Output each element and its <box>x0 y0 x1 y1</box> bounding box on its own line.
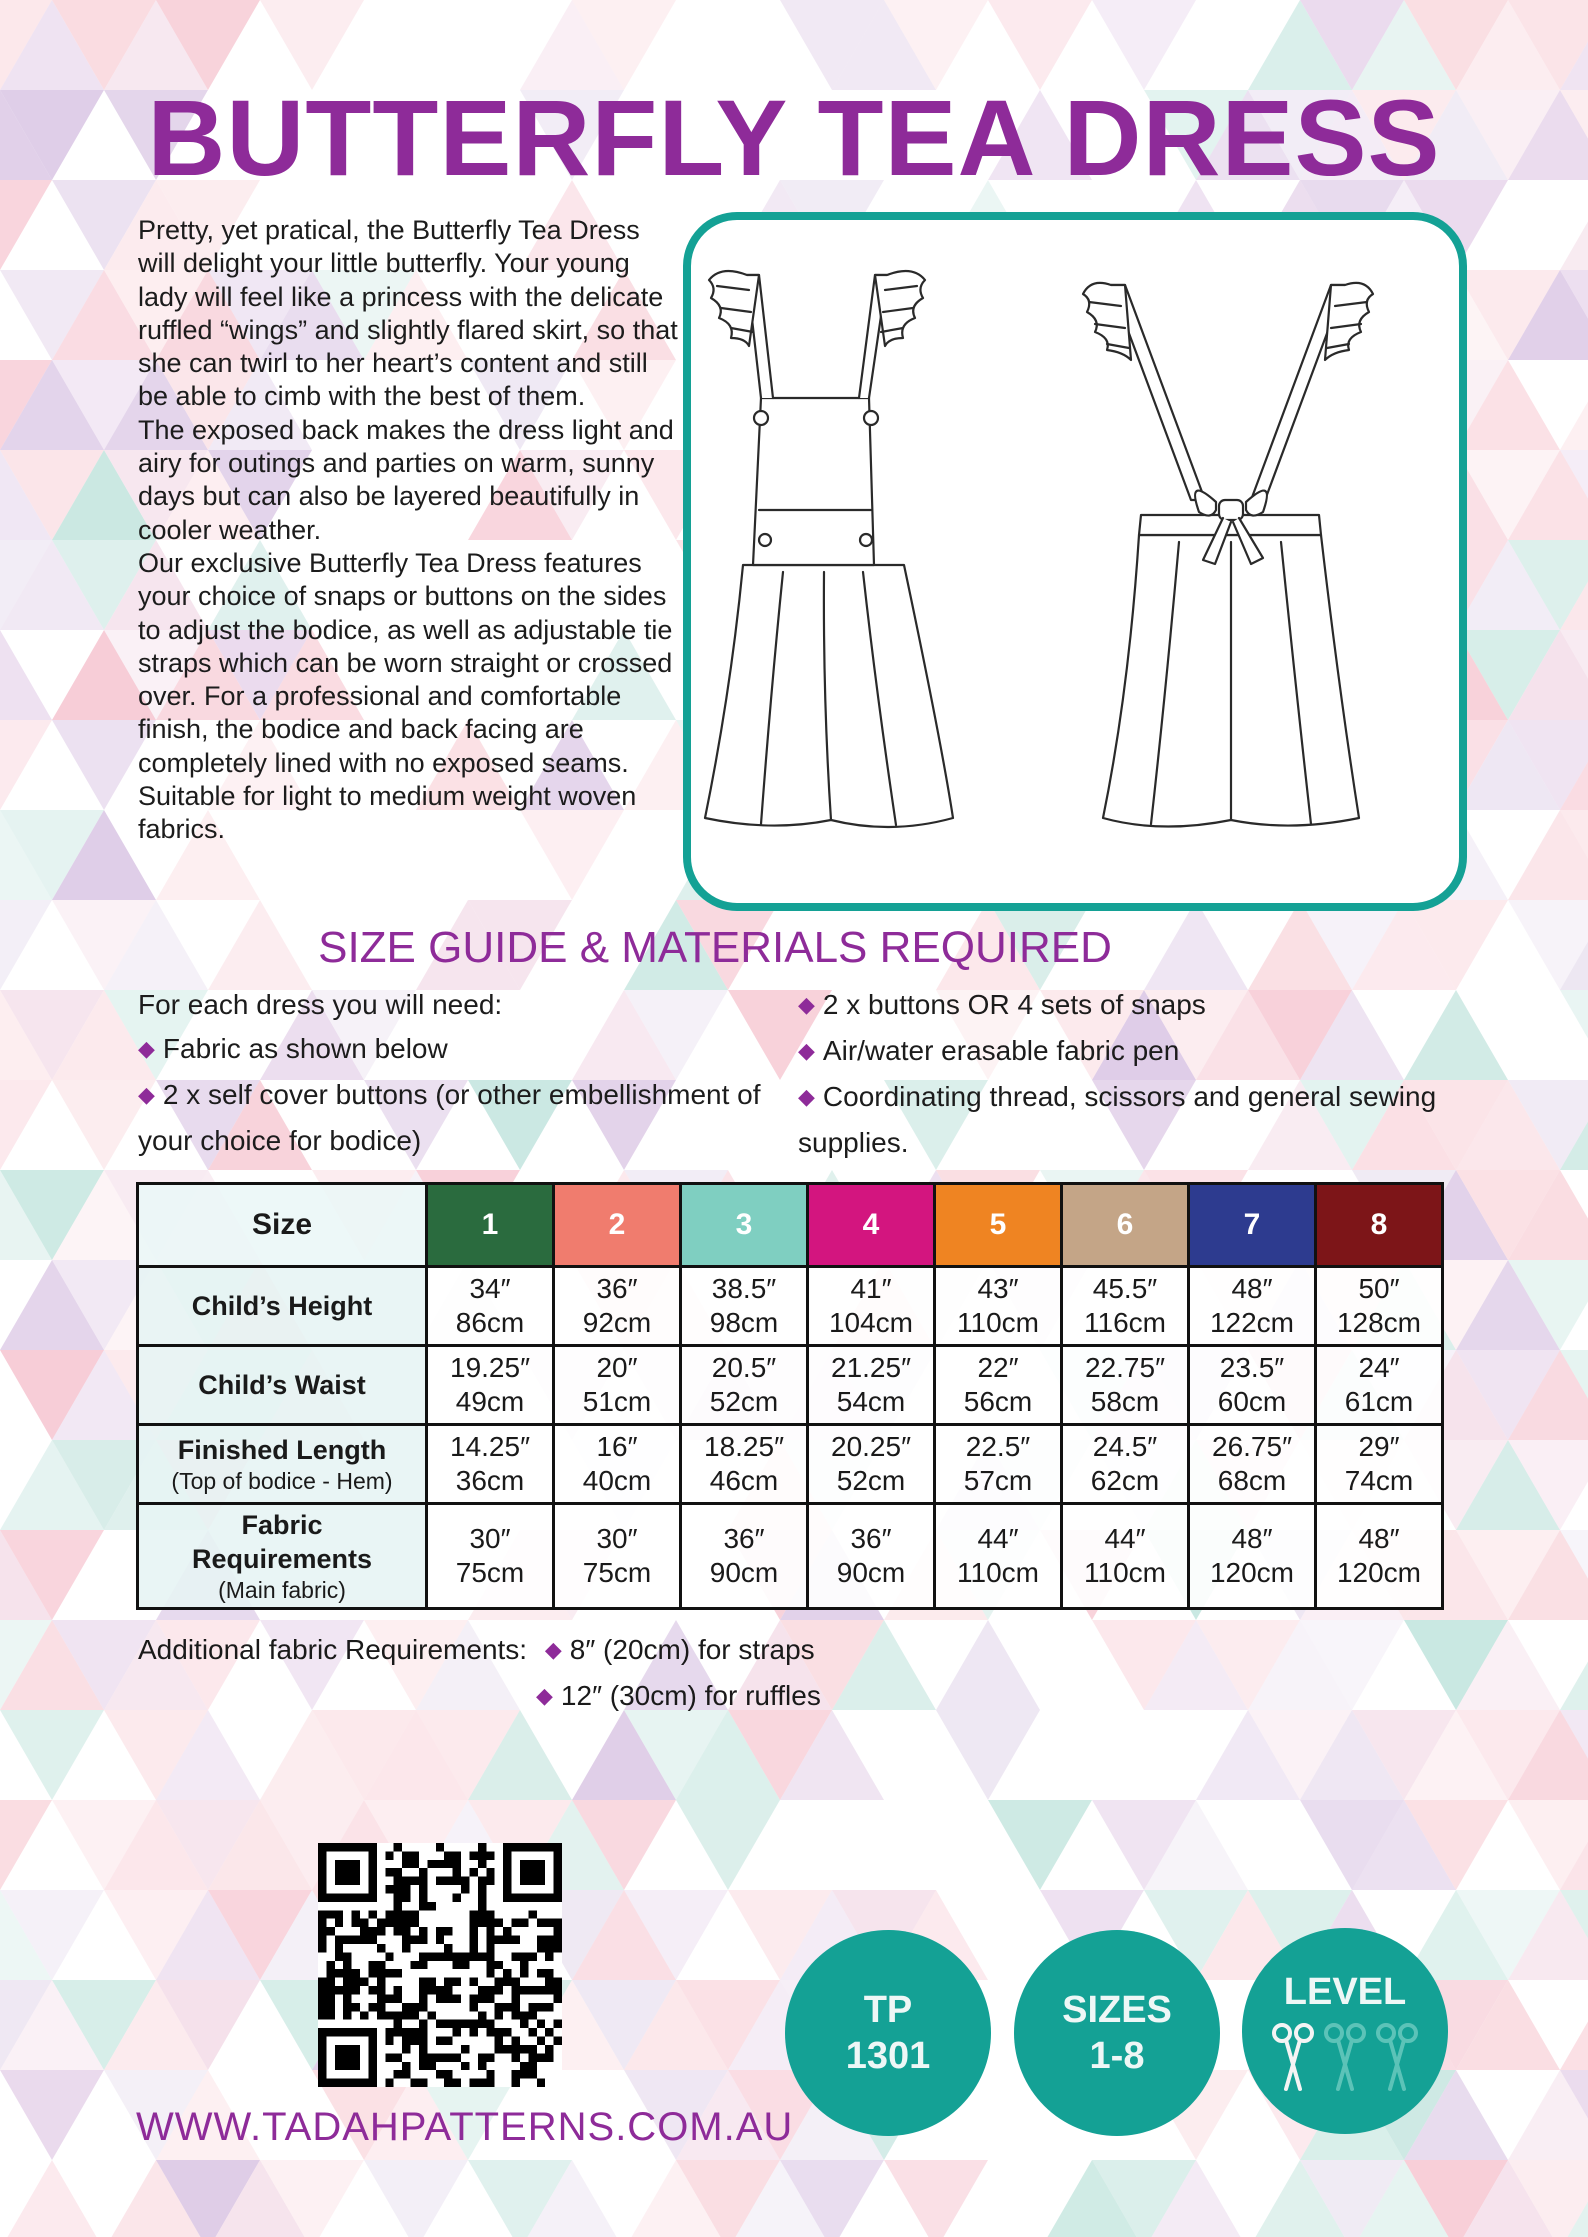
table-cell <box>808 1346 935 1425</box>
value-inches: 22.5″ <box>965 1431 1031 1462</box>
value-cm: 86cm <box>455 1307 525 1338</box>
value-inches: 38.5″ <box>711 1273 777 1304</box>
value-inches: 23.5″ <box>1219 1352 1285 1383</box>
list-item <box>138 1073 778 1119</box>
table-cell <box>427 1346 554 1425</box>
table-cell <box>554 1504 681 1609</box>
value-inches: 22″ <box>977 1352 1019 1383</box>
list-item-text: 2 x self cover buttons (or other embellishment of <box>162 1079 761 1110</box>
dress-front-drawing <box>705 271 953 827</box>
value-cm: 90cm <box>709 1557 779 1588</box>
value-cm: 110cm <box>1084 1557 1166 1588</box>
table-cell <box>808 1425 935 1504</box>
table-cell <box>1316 1346 1443 1425</box>
table-cell <box>1062 1267 1189 1346</box>
list-item <box>798 1029 1498 1075</box>
qr-code-icon <box>318 1843 562 2087</box>
value-inches: 36″ <box>723 1523 765 1554</box>
background-triangle <box>1560 990 1588 1080</box>
value-inches: 24″ <box>1358 1352 1400 1383</box>
size-header-cell: 5 <box>935 1184 1062 1267</box>
value-inches: 19.25″ <box>450 1352 530 1383</box>
diamond-bullet-icon: ◆ <box>536 1683 553 1708</box>
level-badge <box>1242 1928 1448 2134</box>
difficulty-scissors <box>1270 2019 1420 2093</box>
background-triangle <box>0 1080 52 1170</box>
pattern-code-badge <box>785 1930 991 2136</box>
value-inches: 18.25″ <box>704 1431 784 1462</box>
size-header-cell: 4 <box>808 1184 935 1267</box>
table-cell <box>1316 1504 1443 1609</box>
table-cell <box>681 1504 808 1609</box>
value-cm: 52cm <box>836 1465 906 1496</box>
value-cm: 75cm <box>582 1557 652 1588</box>
value-cm: 57cm <box>963 1465 1033 1496</box>
website-link[interactable]: WWW.TADAHPATTERNS.COM.AU <box>136 2105 794 2149</box>
list-item-text: Fabric as shown below <box>162 1033 448 1064</box>
size-header: Size <box>138 1184 427 1267</box>
scissors-icon <box>1270 2019 1316 2093</box>
value-inches: 20″ <box>596 1352 638 1383</box>
value-inches: 44″ <box>977 1523 1019 1554</box>
value-cm: 74cm <box>1344 1465 1414 1496</box>
row-label <box>138 1267 427 1346</box>
value-cm: 56cm <box>963 1386 1033 1417</box>
dress-illustration <box>691 220 1459 903</box>
table-cell <box>1189 1267 1316 1346</box>
row-label <box>138 1346 427 1425</box>
background-triangle <box>1560 360 1588 450</box>
value-inches: 50″ <box>1358 1273 1400 1304</box>
value-cm: 104cm <box>828 1307 914 1338</box>
value-inches: 41″ <box>850 1273 892 1304</box>
sizes-badge <box>1014 1930 1220 2136</box>
value-inches: 24.5″ <box>1092 1431 1158 1462</box>
background-triangle <box>364 2160 468 2237</box>
value-cm: 60cm <box>1217 1386 1287 1417</box>
value-cm: 128cm <box>1336 1307 1422 1338</box>
dress-illustration-frame <box>683 212 1467 911</box>
value-inches: 14.25″ <box>450 1431 530 1462</box>
badge-line: 1-8 <box>1089 2035 1145 2077</box>
value-inches: 45.5″ <box>1092 1273 1158 1304</box>
materials-intro: For each dress you will need: <box>138 989 503 1020</box>
background-triangle <box>0 630 52 720</box>
table-cell <box>808 1504 935 1609</box>
value-cm: 49cm <box>455 1386 525 1417</box>
value-inches: 34″ <box>469 1273 511 1304</box>
scissors-icon <box>1374 2019 1420 2093</box>
table-cell <box>554 1346 681 1425</box>
table-cell <box>935 1425 1062 1504</box>
dress-back-drawing <box>1083 283 1373 827</box>
diamond-bullet-icon: ◆ <box>798 1084 815 1109</box>
table-header-row <box>138 1184 1443 1267</box>
value-cm: 92cm <box>582 1307 652 1338</box>
intro-text <box>138 214 678 847</box>
value-cm: 54cm <box>836 1386 906 1417</box>
row-label-text: Fabric Requirements <box>191 1510 373 1574</box>
value-cm: 68cm <box>1217 1465 1287 1496</box>
background-triangle <box>0 2070 104 2160</box>
value-cm: 120cm <box>1209 1557 1295 1588</box>
value-cm: 75cm <box>455 1557 525 1588</box>
table-cell <box>681 1346 808 1425</box>
background-triangle <box>1560 1980 1588 2070</box>
diamond-bullet-icon: ◆ <box>138 1082 155 1107</box>
value-inches: 22.75″ <box>1085 1352 1165 1383</box>
value-inches: 26.75″ <box>1212 1431 1292 1462</box>
value-cm: 40cm <box>582 1465 652 1496</box>
table-cell <box>935 1267 1062 1346</box>
table-cell <box>1189 1504 1316 1609</box>
value-inches: 48″ <box>1358 1523 1400 1554</box>
list-item-text: Coordinating thread, scissors and general sewing <box>822 1081 1437 1112</box>
table-cell <box>935 1346 1062 1425</box>
page-title: BUTTERFLY TEA DRESS <box>147 77 1441 198</box>
size-header-cell: 3 <box>681 1184 808 1267</box>
qr-code[interactable] <box>318 1843 562 2087</box>
background-triangle <box>0 720 52 810</box>
row-label <box>138 1504 427 1609</box>
row-label-text: Finished Length <box>177 1435 387 1465</box>
size-header-cell: 2 <box>554 1184 681 1267</box>
table-cell <box>1316 1267 1443 1346</box>
badge-line: SIZES <box>1062 1989 1172 2031</box>
size-guide-table <box>136 1182 1444 1610</box>
background-triangle <box>0 1800 52 1890</box>
scissors-icon <box>1322 2019 1368 2093</box>
table-cell <box>681 1425 808 1504</box>
background-triangle <box>676 1800 780 1890</box>
diamond-bullet-icon: ◆ <box>544 1637 562 1662</box>
value-inches: 48″ <box>1231 1273 1273 1304</box>
list-item <box>138 1027 778 1073</box>
background-triangle <box>0 1710 104 1800</box>
table-cell <box>1316 1425 1443 1504</box>
table-cell <box>681 1267 808 1346</box>
value-cm: 36cm <box>455 1465 525 1496</box>
value-inches: 30″ <box>469 1523 511 1554</box>
value-cm: 51cm <box>582 1386 652 1417</box>
list-item-text: 2 x buttons OR 4 sets of snaps <box>822 989 1206 1020</box>
additional-row <box>138 1674 821 1720</box>
value-cm: 46cm <box>709 1465 779 1496</box>
value-cm: 58cm <box>1090 1386 1160 1417</box>
value-inches: 16″ <box>596 1431 638 1462</box>
list-item-continuation: supplies. <box>798 1127 909 1158</box>
value-cm: 62cm <box>1090 1465 1160 1496</box>
value-inches: 29″ <box>1358 1431 1400 1462</box>
table-cell <box>1062 1504 1189 1609</box>
value-cm: 98cm <box>709 1307 779 1338</box>
value-inches: 48″ <box>1231 1523 1273 1554</box>
value-inches: 21.25″ <box>831 1352 911 1383</box>
list-item-continuation: your choice for bodice) <box>138 1125 422 1156</box>
value-inches: 43″ <box>977 1273 1019 1304</box>
row-label <box>138 1425 427 1504</box>
materials-left-column <box>138 983 778 1163</box>
list-item <box>798 983 1498 1029</box>
row-label-text: Child’s Height <box>191 1291 373 1321</box>
table-cell <box>1189 1425 1316 1504</box>
table-cell <box>427 1504 554 1609</box>
badge-line: LEVEL <box>1283 1971 1407 2013</box>
table-cell <box>808 1267 935 1346</box>
list-item <box>798 1075 1498 1121</box>
diamond-bullet-icon: ◆ <box>798 1038 815 1063</box>
materials-right-column <box>798 983 1498 1165</box>
table-cell <box>1062 1425 1189 1504</box>
size-header-cell: 8 <box>1316 1184 1443 1267</box>
table-row <box>138 1425 1443 1504</box>
table-cell <box>427 1425 554 1504</box>
background-triangle <box>884 2160 988 2237</box>
table-cell <box>1062 1346 1189 1425</box>
intro-paragraph: The exposed back makes the dress light and airy for outings and parties on warm, sunny days but can also be layered beautifully in cooler weather. <box>138 414 674 545</box>
background-triangle <box>936 1710 1040 1800</box>
value-inches: 30″ <box>596 1523 638 1554</box>
list-item-text: 12″ (30cm) for ruffles <box>560 1680 821 1711</box>
value-inches: 20.5″ <box>711 1352 777 1383</box>
value-cm: 120cm <box>1336 1557 1422 1588</box>
value-inches: 44″ <box>1104 1523 1146 1554</box>
size-header-cell: 1 <box>427 1184 554 1267</box>
diamond-bullet-icon: ◆ <box>138 1036 155 1061</box>
value-cm: 122cm <box>1209 1307 1295 1338</box>
intro-paragraph: Pretty, yet pratical, the Butterfly Tea Dress will delight your little butterfly. Your young lady will feel like a princess with the delicate ruffled “wings” and slightly flared skirt, so that she can twirl to her heart’s content and still be able to cimb with the best of them. <box>138 215 678 412</box>
size-header-cell: 7 <box>1189 1184 1316 1267</box>
row-label-subtext: (Main fabric) <box>218 1577 346 1603</box>
value-inches: 36″ <box>850 1523 892 1554</box>
additional-fabric-requirements <box>138 1628 821 1720</box>
value-cm: 52cm <box>709 1386 779 1417</box>
value-cm: 90cm <box>836 1557 906 1588</box>
background-triangle <box>0 2160 104 2237</box>
badge-line: 1301 <box>845 2035 931 2077</box>
value-cm: 110cm <box>957 1557 1039 1588</box>
table-row <box>138 1504 1443 1609</box>
table-row <box>138 1346 1443 1425</box>
diamond-bullet-icon: ◆ <box>798 992 815 1017</box>
additional-row <box>138 1628 821 1674</box>
list-item-text: 8″ (20cm) for straps <box>569 1634 815 1665</box>
value-inches: 20.25″ <box>831 1431 911 1462</box>
section-heading: SIZE GUIDE & MATERIALS REQUIRED <box>318 923 1112 972</box>
value-cm: 116cm <box>1084 1307 1166 1338</box>
intro-paragraph: Our exclusive Butterfly Tea Dress features your choice of snaps or buttons on the sides to adjust the bodice, as well as adjustable tie straps which can be worn straight or crossed over. For a professional and comfortable finish, the bodice and back facing are completely lined with no exposed seams. <box>138 547 673 778</box>
value-inches: 36″ <box>596 1273 638 1304</box>
background-triangle <box>988 1800 1092 1890</box>
table-cell <box>554 1267 681 1346</box>
background-triangle <box>1560 1620 1588 1710</box>
background-triangle <box>936 1620 1040 1710</box>
table-cell <box>554 1425 681 1504</box>
row-label-text: Child’s Waist <box>198 1370 366 1400</box>
table-cell <box>935 1504 1062 1609</box>
value-cm: 61cm <box>1344 1386 1414 1417</box>
table-row <box>138 1267 1443 1346</box>
additional-label: Additional fabric Requirements: <box>138 1634 528 1665</box>
row-label-subtext: (Top of bodice - Hem) <box>171 1468 393 1494</box>
table-cell <box>1189 1346 1316 1425</box>
size-header-cell: 6 <box>1062 1184 1189 1267</box>
list-item-text: Air/water erasable fabric pen <box>822 1035 1180 1066</box>
table-cell <box>427 1267 554 1346</box>
intro-paragraph: Suitable for light to medium weight woven fabrics. <box>138 781 637 845</box>
value-cm: 110cm <box>957 1307 1039 1338</box>
badge-line: TP <box>863 1989 913 2031</box>
